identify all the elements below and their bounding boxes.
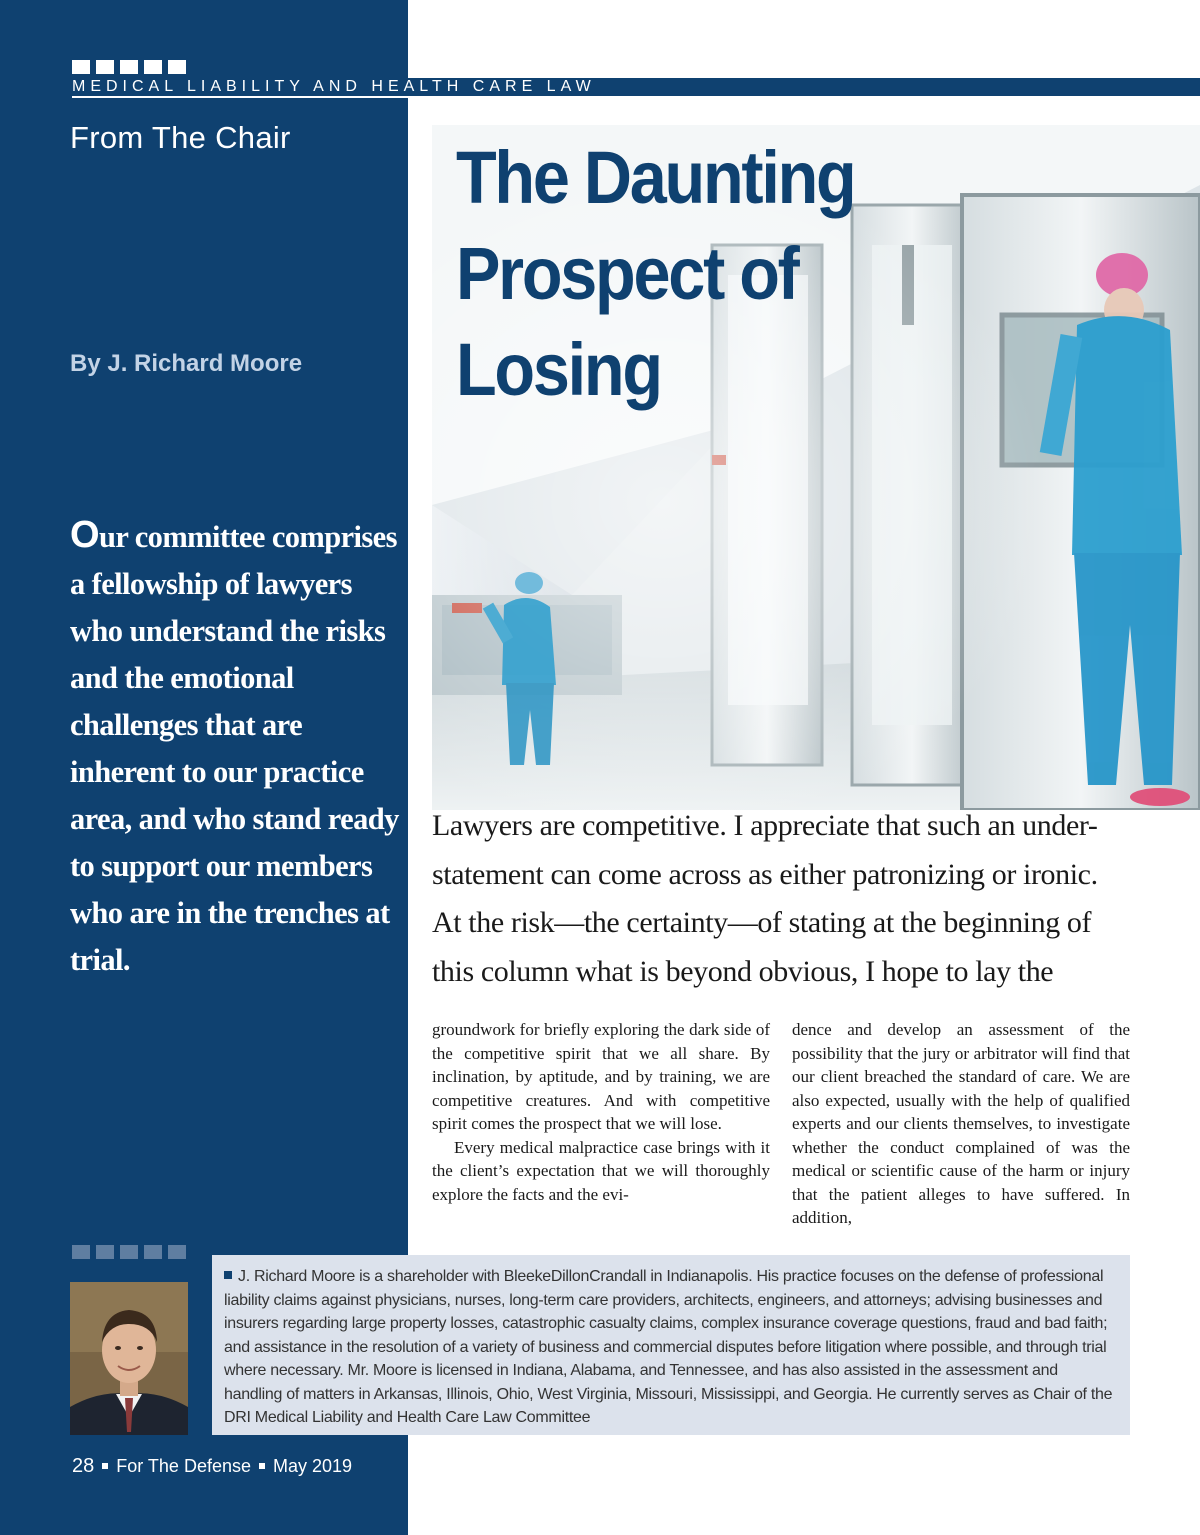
separator-dot-icon xyxy=(259,1463,265,1469)
author-headshot xyxy=(70,1282,188,1435)
column-name: From The Chair xyxy=(70,120,291,155)
lede-line-4: this column what is beyond obvious, I hope to lay the xyxy=(432,954,1054,988)
body-paragraph-3: dence and develop an assessment of the possibility that the jury or arbitrator will find that our client breached the standard of care. We are also expected, usually with the help of qualified experts and our clients themselves, to investigate whether the conduct complained of was the medical or scientific cause of the harm or injury that the patient alleges to have suffered. In addition, xyxy=(792,1020,1130,1227)
section-divider-line xyxy=(72,96,1200,98)
pull-quote xyxy=(70,512,400,984)
decorative-squares-top xyxy=(72,60,186,74)
author-bio-text: J. Richard Moore is a shareholder with BleekeDillonCrandall in Indianapolis. His practice focuses on the defense of professional liability claims against physicians, nurses, long-term care providers, architects, engineers, and attorneys; advising businesses and insurers regarding large property losses, catastrophic casualty claims, complex insurance coverage questions, fraud and bad faith; and assistance in the resolution of a variety of business and commercial disputes before litigation where possible, and through trial where necessary. Mr. Moore is licensed in Indiana, Alabama, and Tennessee, and has also assisted in the assessment and handling of matters in Arkansas, Illinois, Ohio, West Virginia, Missouri, Mississippi, and Georgia. He currently serves as Chair of the DRI Medical Liability and Health Care Law Committee xyxy=(224,1268,1113,1426)
decorative-squares-bottom xyxy=(72,1245,186,1259)
body-paragraph-1: groundwork for briefly exploring the dark side of the competitive spirit that we all share. By inclination, by aptitude, and by training, we are competitive creatures. And with competitive spirit comes the prospect that we will lose. xyxy=(432,1020,770,1133)
pull-quote-text: ur committee comprises a fellowship of lawyers who understand the risks and the emotional challenges that are inherent to our practice area, and who stand ready to support our members who are in the trenches at trial. xyxy=(70,520,399,977)
bullet-square-icon xyxy=(224,1271,232,1279)
page-footer xyxy=(72,1455,352,1478)
pull-quote-dropcap: O xyxy=(70,514,99,556)
lede-line-1: Lawyers are competitive. I appreciate that such an under- xyxy=(432,809,1098,842)
lede-line-3: At the risk—the certainty—of stating at the beginning of xyxy=(432,906,1092,939)
author-bio xyxy=(224,1265,1118,1430)
separator-dot-icon xyxy=(102,1463,108,1469)
title-line-3: Losing xyxy=(456,328,661,411)
lede-line-2: statement can come across as either patronizing or ironic. xyxy=(432,857,1098,891)
issue-date: May 2019 xyxy=(273,1456,353,1476)
title-line-2: Prospect of xyxy=(456,232,798,315)
body-column-2 xyxy=(792,1018,1130,1230)
section-label: MEDICAL LIABILITY AND HEALTH CARE LAW xyxy=(72,78,596,95)
byline: By J. Richard Moore xyxy=(70,350,303,377)
title-line-1: The Daunting xyxy=(456,136,855,219)
lede-paragraph xyxy=(432,802,1132,996)
body-column-1 xyxy=(432,1018,770,1206)
article-title xyxy=(456,130,870,418)
publication-name: For The Defense xyxy=(116,1456,251,1476)
body-paragraph-2: Every medical malpractice case brings with it the client’s expectation that we will thoroughly explore the facts and the evi- xyxy=(432,1137,770,1204)
page-number: 28 xyxy=(72,1455,95,1477)
author-bio-box xyxy=(212,1255,1130,1435)
